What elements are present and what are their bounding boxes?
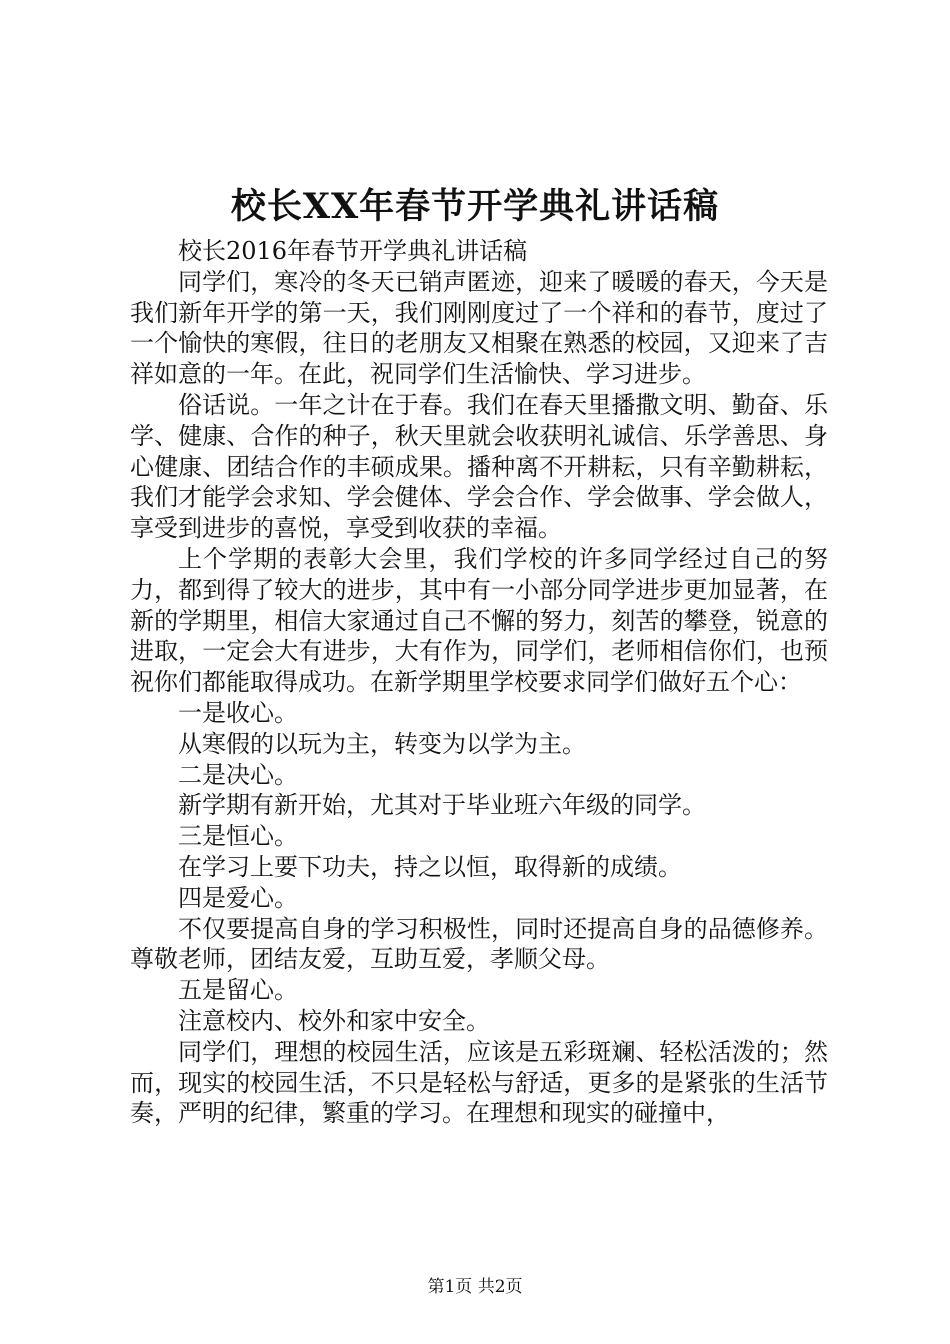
- document-body: [130, 236, 828, 1129]
- paragraph: 四是爱心。: [178, 883, 298, 912]
- paragraph: 从寒假的以玩为主，转变为以学为主。: [178, 729, 586, 758]
- paragraph: 上个学期的表彰大会里，我们学校的许多同学经过自己的努力，都到得了较大的进步，其中有一小部分同学进步更加显著，在新的学期里，相信大家通过自己不懈的努力，刻苦的攀登，锐意的进取，一定会大有进步，大有作为，同学们，老师相信你们，也预祝你们都能取得成功。在新学期里学校要求同学们做好五个心：: [130, 544, 828, 697]
- paragraph: 不仅要提高自身的学习积极性，同时还提高自身的品德修养。尊敬老师，团结友爱，互助互爱，孝顺父母。: [130, 914, 828, 974]
- paragraph: 五是留心。: [178, 976, 298, 1005]
- paragraph: 俗话说。一年之计在于春。我们在春天里播撒文明、勤奋、乐学、健康、合作的种子，秋天里就会收获明礼诚信、乐学善思、身心健康、团结合作的丰硕成果。播种离不开耕耘，只有辛勤耕耘，我们才能学会求知、学会健体、学会合作、学会做事、学会做人，享受到进步的喜悦，享受到收获的幸福。: [130, 390, 828, 543]
- paragraph: 同学们，理想的校园生活，应该是五彩斑斓、轻松活泼的；然而，现实的校园生活，不只是轻松与舒适，更多的是紧张的生活节奏，严明的纪律，繁重的学习。在理想和现实的碰撞中，: [130, 1037, 828, 1128]
- paragraph: 同学们，寒冷的冬天已销声匿迹，迎来了暖暖的春天，今天是我们新年开学的第一天，我们刚刚度过了一个祥和的春节，度过了一个愉快的寒假，往日的老朋友又相聚在熟悉的校园，又迎来了吉祥如意的一年。在此，祝同学们生活愉快、学习进步。: [130, 267, 828, 389]
- paragraph-subtitle: 校长2016年春节开学典礼讲话稿: [178, 237, 528, 265]
- paragraph: 在学习上要下功夫，持之以恒，取得新的成绩。: [178, 852, 682, 881]
- paragraph: 二是决心。: [178, 760, 298, 789]
- paragraph: 一是收心。: [178, 698, 298, 727]
- page-footer: 第1页 共2页: [427, 1277, 523, 1297]
- paragraph: 注意校内、校外和家中安全。: [178, 1006, 490, 1035]
- paragraph: 三是恒心。: [178, 822, 298, 851]
- paragraph: 新学期有新开始，尤其对于毕业班六年级的同学。: [178, 791, 706, 820]
- document-title: 校长XX年春节开学典礼讲话稿: [230, 186, 720, 227]
